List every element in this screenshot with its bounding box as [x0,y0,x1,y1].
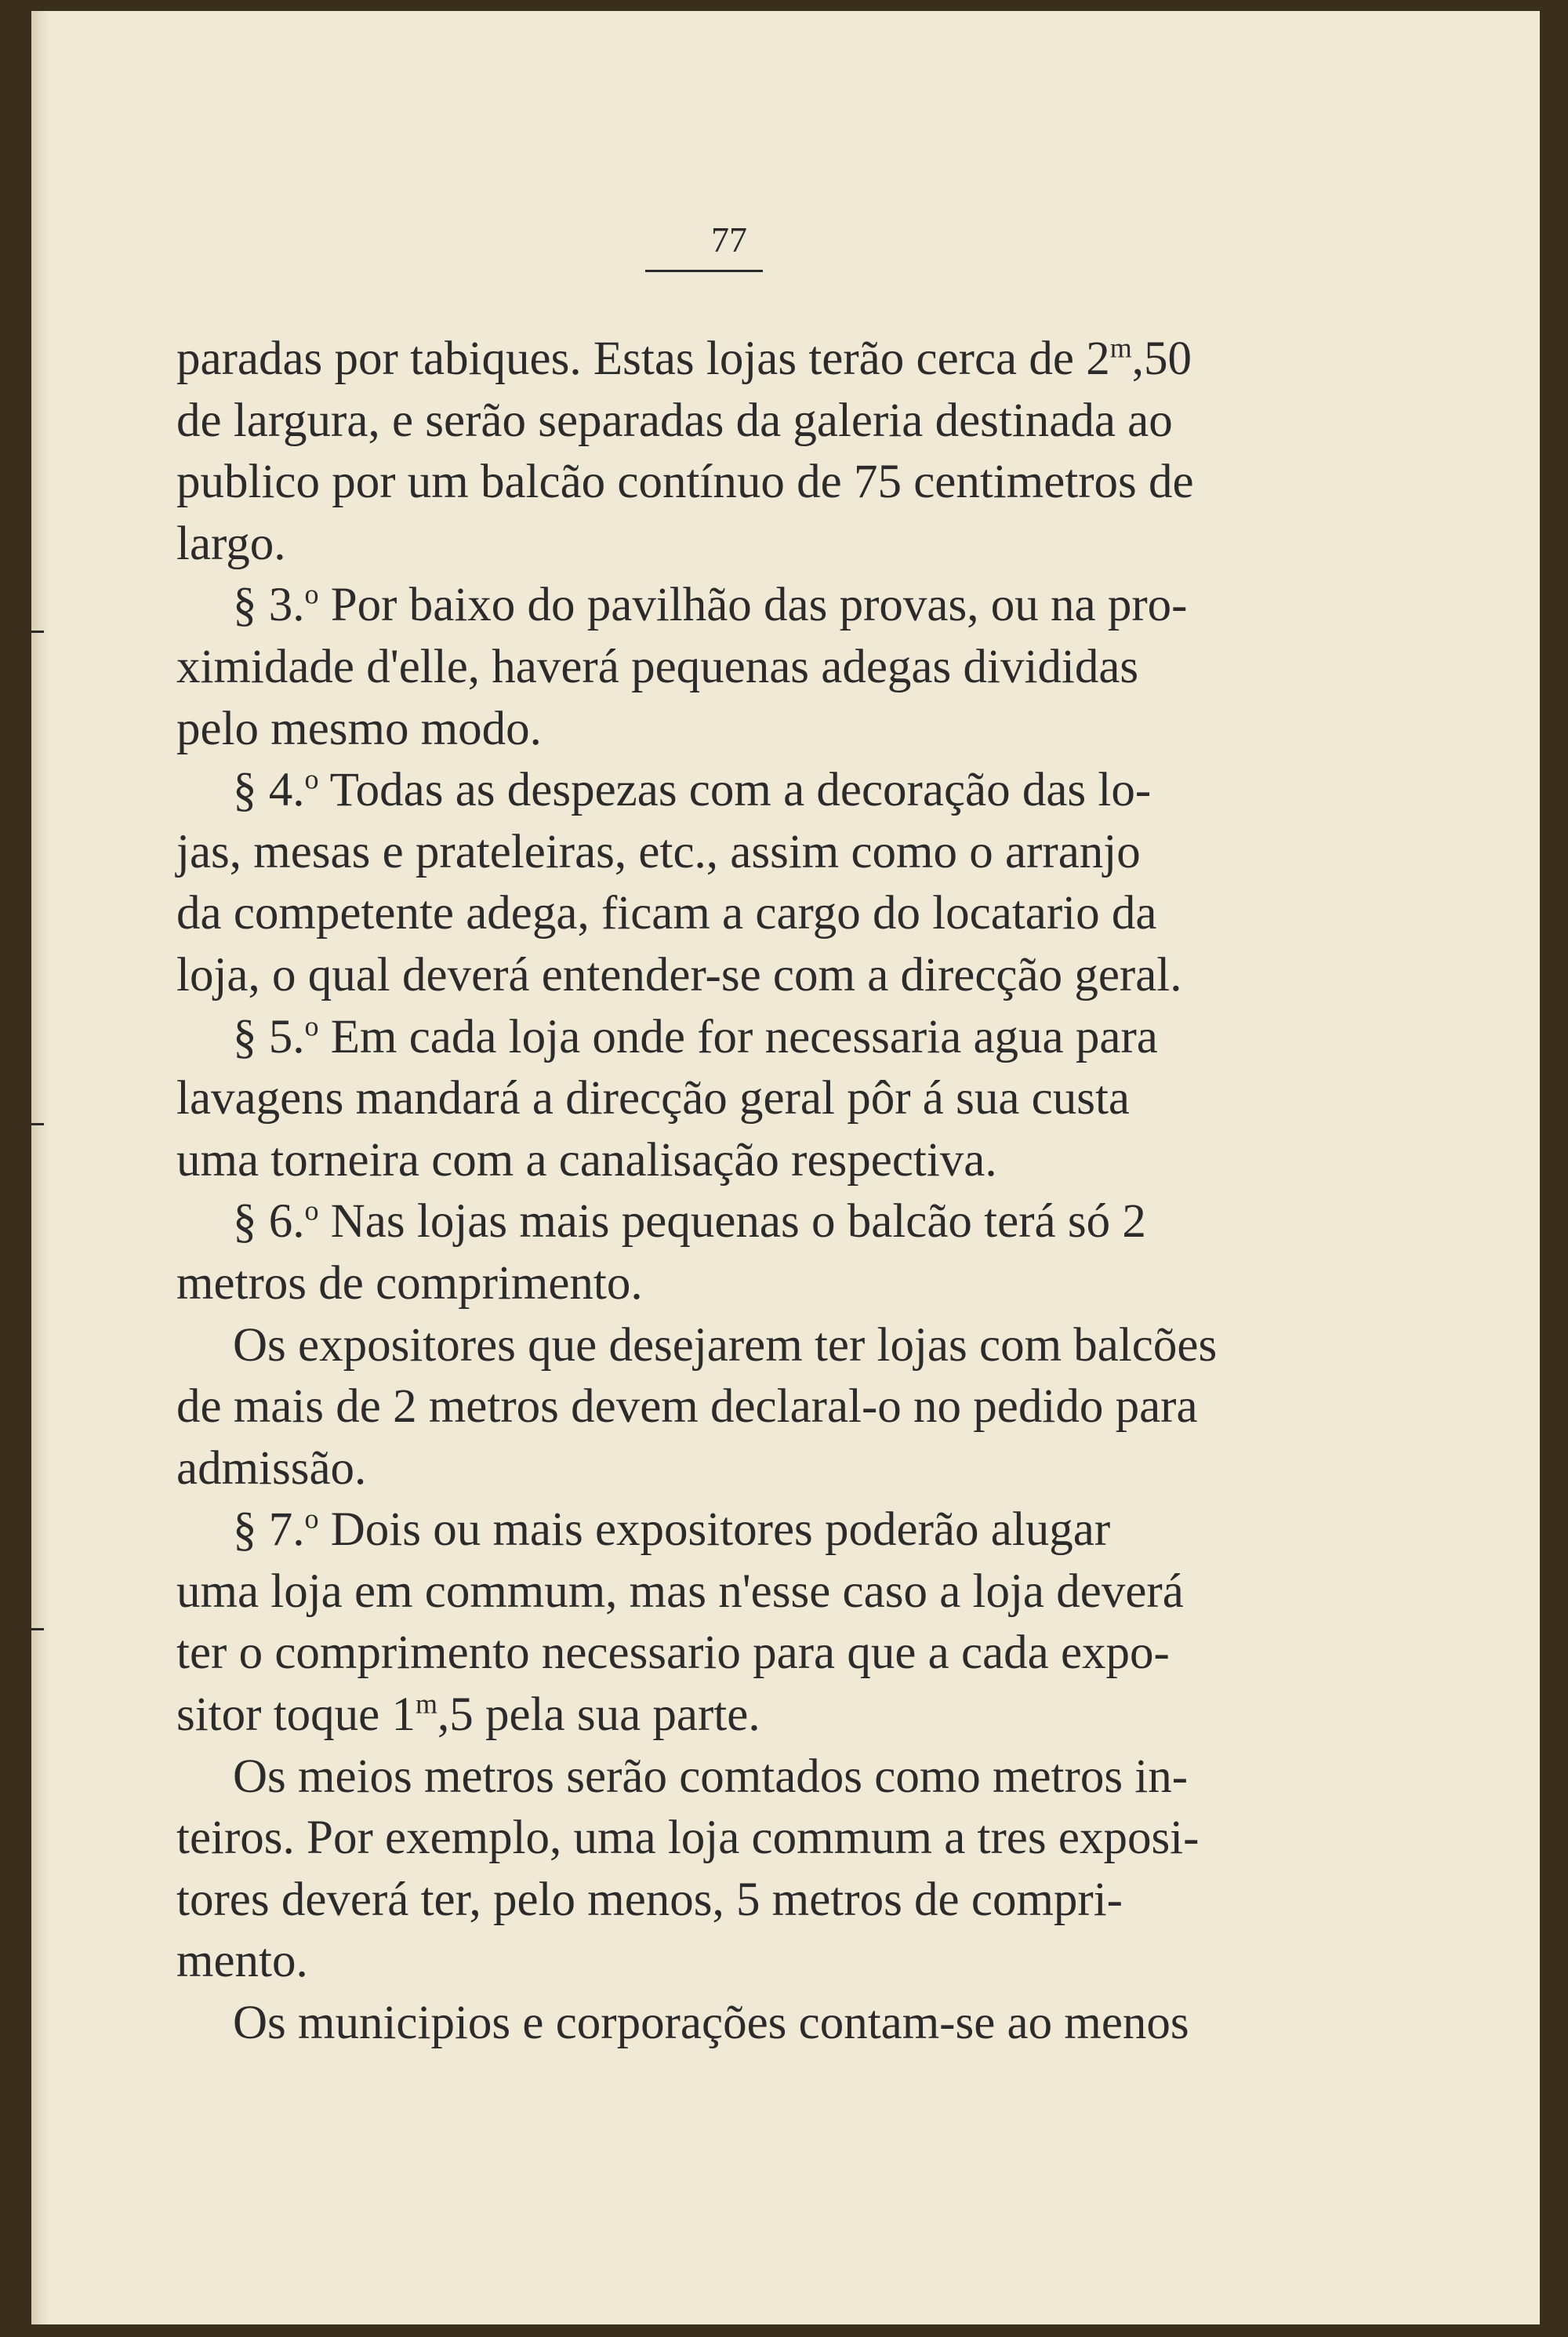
text-line: mento. [176,1935,308,1988]
text-line: da competente adega, ficam a cargo do locatario da [176,887,1157,940]
paragraph-section-5 [176,1007,1286,1192]
text-line: loja, o qual deverá entender-se com a direcção geral. [176,948,1182,1001]
text-line: largo. [176,517,286,570]
text-line: admissão. [176,1441,367,1495]
text-line: pelo mesmo modo. [176,702,542,755]
paragraph-section-4 [176,760,1286,1006]
paragraph-section-7 [176,1499,1286,1746]
page-gutter-shadow [31,11,49,2324]
text-line: ximidade d'elle, haverá pequenas adegas divididas [176,640,1139,693]
text-line: paradas por tabiques. Estas lojas terão cerca de 2$^m$,50 [176,332,1192,385]
text-line: de mais de 2 metros devem declaral-o no pedido para [176,1380,1198,1434]
paragraph [176,1746,1286,1993]
text-line: metros de comprimento. [176,1256,643,1310]
text-line: jas, mesas e prateleiras, etc., assim como o arranjo [176,825,1141,878]
text-line: Os municipios e corporações contam-se ao menos [233,1997,1189,2050]
text-line: sitor toque 1$^m$,5 pela sua parte. [176,1688,760,1742]
text-line: de largura, e serão separadas da galeria destinada ao [176,394,1173,447]
text-line: § 6.$^o$ Nas lojas mais pequenas o balcão terá só 2 [233,1194,1146,1248]
paragraph-section-6 [176,1191,1286,1314]
page-number: 77 [711,220,747,260]
text-line: lavagens mandará a direcção geral pôr á sua custa [176,1072,1130,1125]
text-line: publico por um balcão contínuo de 75 centimetros de [176,456,1194,509]
text-line: uma loja em commum, mas n'esse caso a loja deverá [176,1565,1184,1618]
paragraph [176,1315,1286,1500]
body-text [176,329,1286,2055]
text-line: § 5.$^o$ Em cada loja onde for necessaria agua para [233,1010,1158,1063]
text-line: Os meios metros serão comtados como metros in- [233,1750,1189,1803]
page-number-rule [645,270,763,272]
margin-tick-mark [31,1123,44,1125]
text-line: ter o comprimento necessario para que a cada expo- [176,1626,1170,1680]
paragraph [176,329,1286,575]
text-line: uma torneira com a canalisação respectiva. [176,1133,997,1187]
text-line: § 7.$^o$ Dois ou mais expositores poderão alugar [233,1503,1111,1557]
text-line: Os expositores que desejarem ter lojas com balcões [233,1318,1218,1372]
paragraph [176,1993,1286,2055]
text-line: § 4.$^o$ Todas as despezas com a decoração das lo- [233,763,1152,817]
text-line: § 3.$^o$ Por baixo do pavilhão das provas, ou na pro- [233,579,1188,632]
margin-tick-mark [31,631,44,633]
text-line: tores deverá ter, pelo menos, 5 metros de compri- [176,1873,1123,1926]
paragraph-section-3 [176,575,1286,760]
book-page [31,11,1540,2324]
text-line: teiros. Por exemplo, uma loja commum a tres exposi- [176,1812,1200,1865]
margin-tick-mark [31,1628,44,1630]
